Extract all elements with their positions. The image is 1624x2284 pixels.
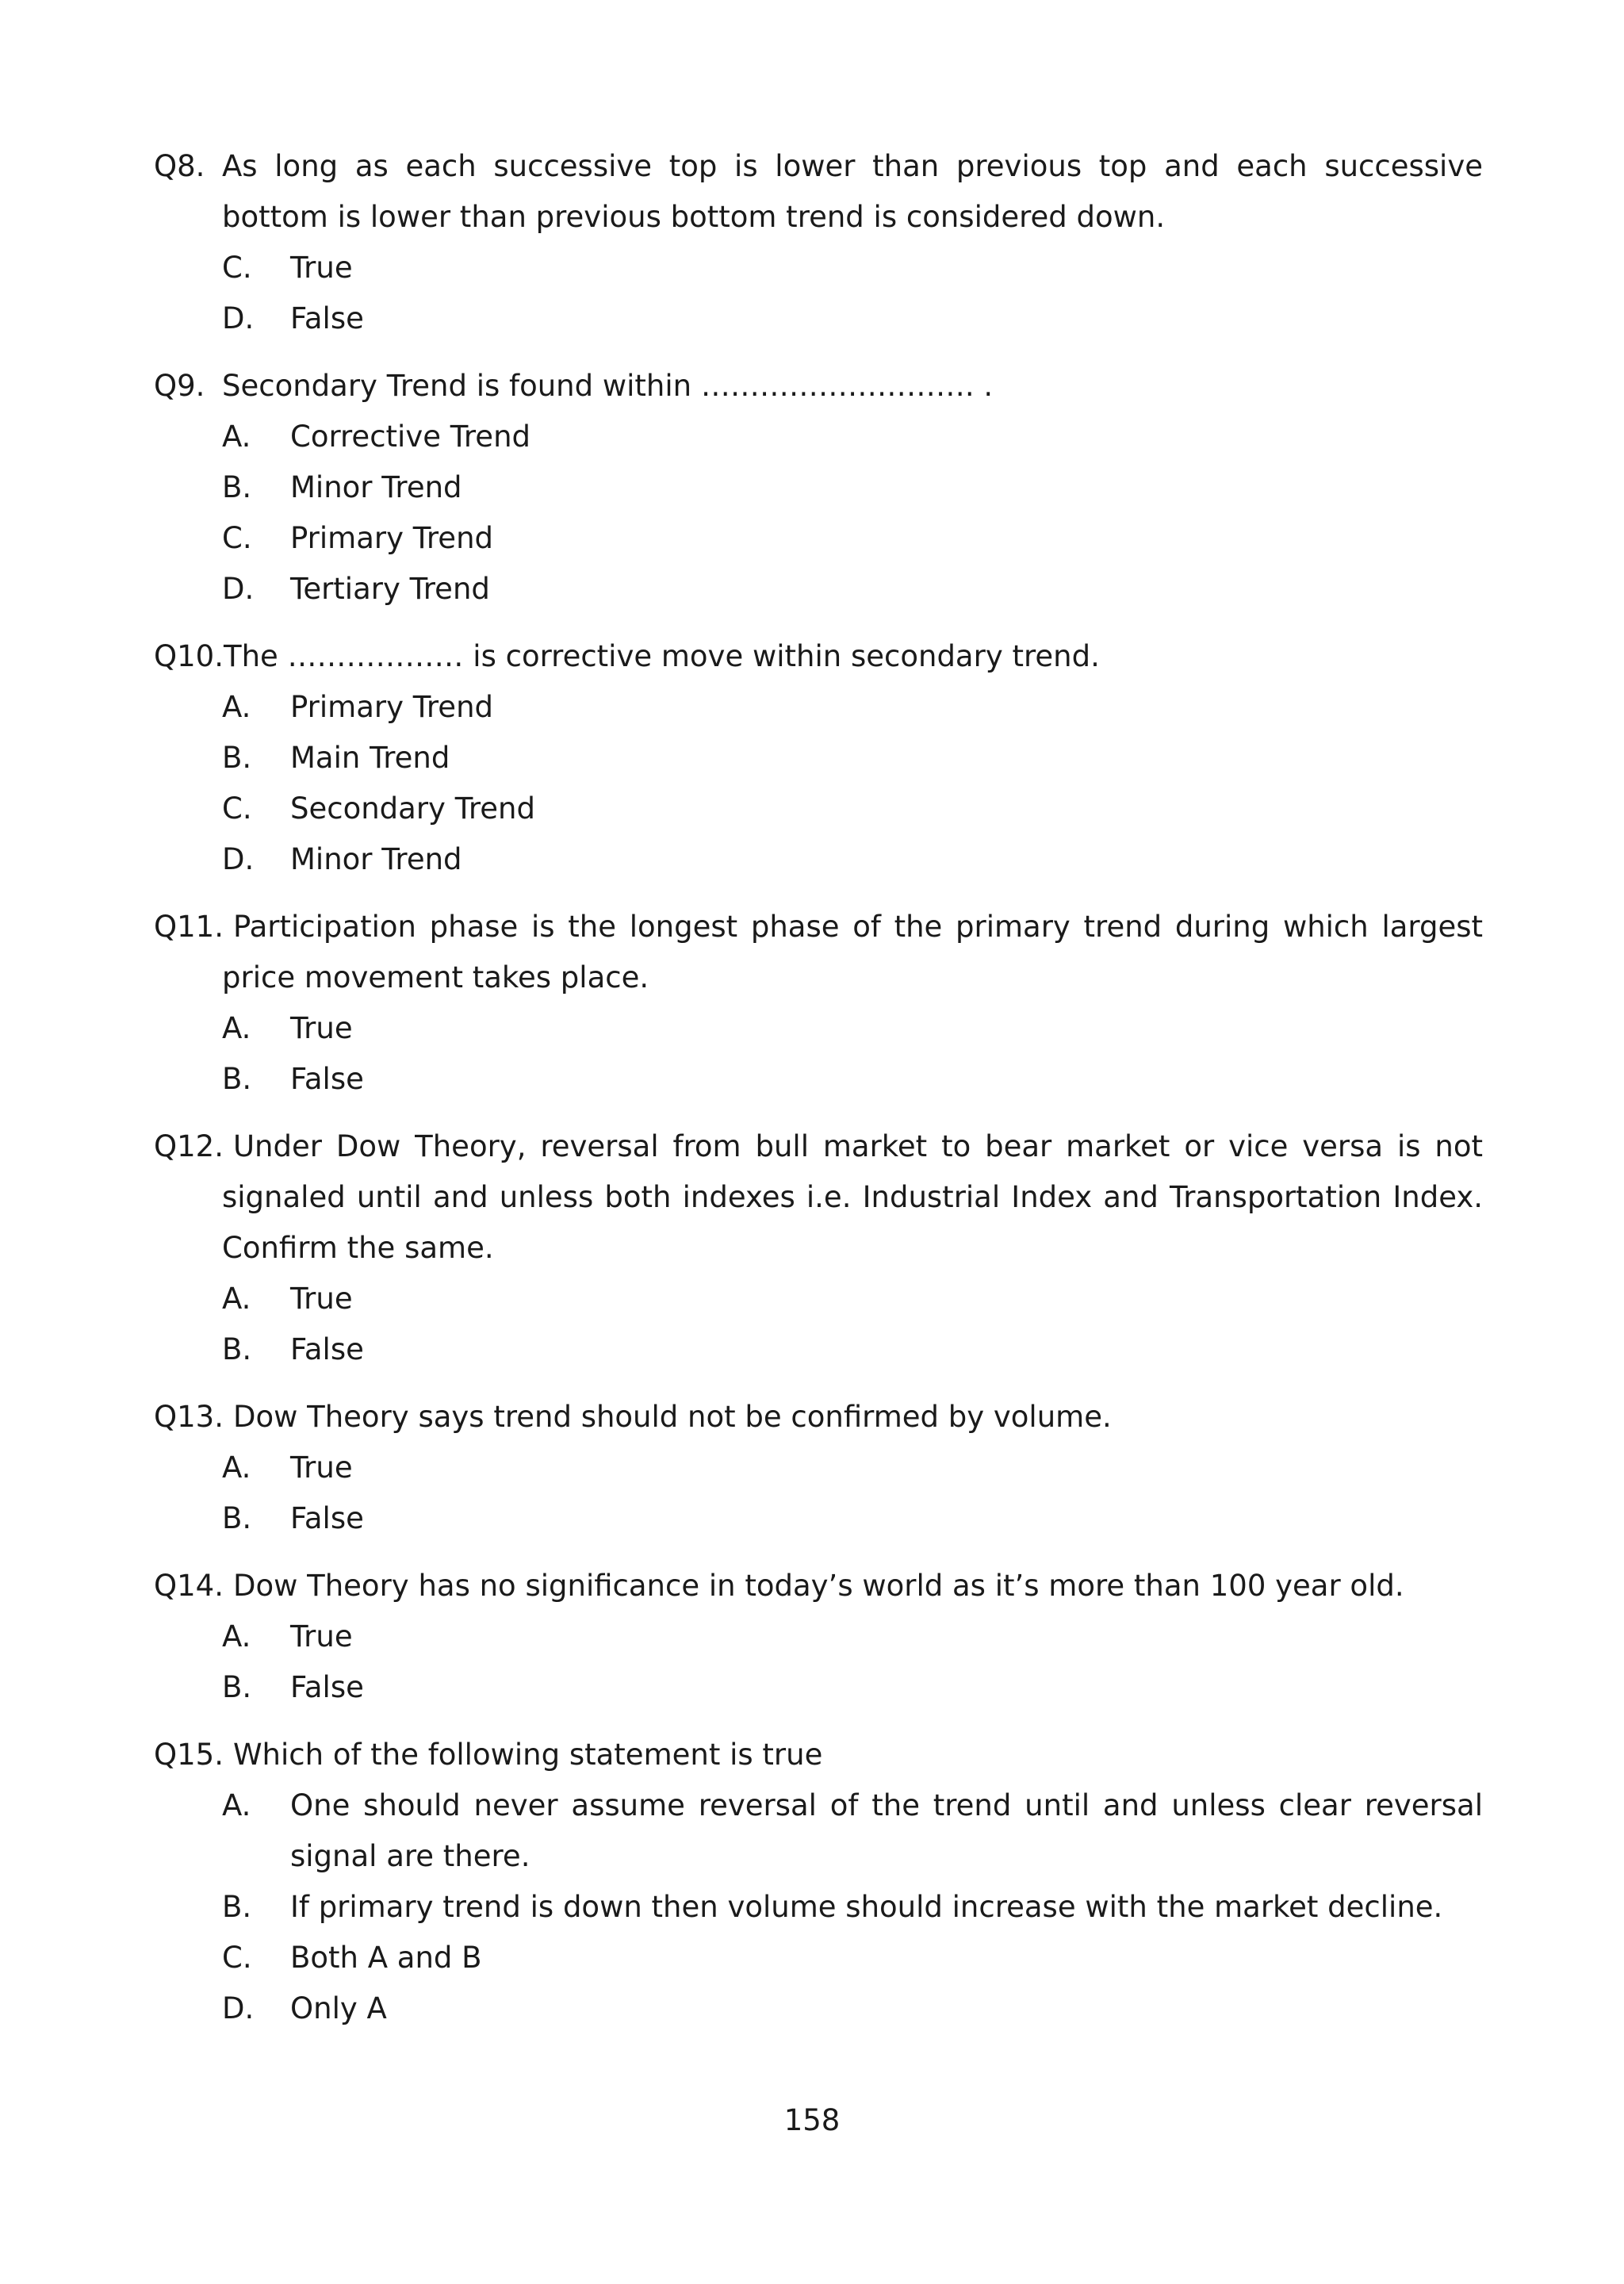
option-text: False [290, 301, 364, 335]
option-item [154, 412, 1483, 462]
option-text: True [290, 1619, 353, 1654]
option-letter: A. [222, 1619, 251, 1654]
option-text: Only A [290, 1991, 387, 2025]
option-item [154, 1003, 1483, 1054]
option-item [154, 1274, 1483, 1324]
option-item [154, 462, 1483, 513]
question-q9 [154, 361, 1483, 615]
option-text: One should never assume reversal of the trend until and unless clear reversal signal are there. [290, 1788, 1483, 1873]
question-body: Secondary Trend is found within ………………………. . [222, 369, 994, 403]
option-letter: A. [222, 1282, 251, 1316]
question-text [154, 1121, 1483, 1274]
option-text: False [290, 1332, 364, 1366]
option-item [154, 293, 1483, 344]
option-list [154, 682, 1483, 885]
question-text [154, 361, 1483, 412]
question-body: Dow Theory says trend should not be confirmed by volume. [232, 1400, 1112, 1434]
option-text: True [290, 251, 353, 285]
question-q11 [154, 902, 1483, 1105]
question-number: Q13. [154, 1400, 224, 1434]
option-item [154, 1054, 1483, 1105]
question-number: Q10. [154, 639, 224, 673]
question-text [154, 1561, 1483, 1611]
option-text: Primary Trend [290, 690, 494, 724]
option-letter: A. [222, 690, 251, 724]
option-letter: B. [222, 1332, 252, 1366]
question-number: Q8. [154, 149, 205, 183]
question-number: Q11. [154, 910, 224, 944]
question-text [154, 902, 1483, 1003]
option-item [154, 1611, 1483, 1662]
option-letter: B. [222, 1501, 252, 1535]
option-letter: B. [222, 470, 252, 504]
option-list [154, 1274, 1483, 1375]
question-body: Which of the following statement is true [232, 1738, 823, 1772]
option-item [154, 1933, 1483, 1983]
option-item [154, 1662, 1483, 1713]
option-letter: B. [222, 1062, 252, 1096]
document-page [154, 141, 1483, 2051]
question-q14 [154, 1561, 1483, 1713]
option-text: Minor Trend [290, 842, 462, 876]
option-letter: D. [222, 301, 255, 335]
option-item [154, 564, 1483, 615]
option-list [154, 1611, 1483, 1713]
option-text: True [290, 1282, 353, 1316]
option-item [154, 513, 1483, 564]
question-number: Q9. [154, 369, 205, 403]
question-number: Q12. [154, 1129, 224, 1163]
option-letter: D. [222, 1991, 255, 2025]
option-text: Both A and B [290, 1941, 482, 1975]
option-text: True [290, 1011, 353, 1045]
question-body: The ……………… is corrective move within secondary trend. [223, 639, 1100, 673]
option-text: True [290, 1450, 353, 1485]
option-letter: C. [222, 251, 252, 285]
option-list [154, 412, 1483, 615]
question-q15 [154, 1730, 1483, 2034]
question-text [154, 631, 1483, 682]
question-body: Under Dow Theory, reversal from bull market to bear market or vice versa is not signaled until and unless both indexes i.e. Industrial Index and Transportation Index. Confirm the same. [222, 1129, 1483, 1265]
option-item [154, 733, 1483, 784]
question-number: Q15. [154, 1738, 224, 1772]
question-body: Participation phase is the longest phase of the primary trend during which largest price movement takes place. [222, 910, 1483, 994]
option-text: If primary trend is down then volume should increase with the market decline. [290, 1890, 1443, 1924]
option-text: Corrective Trend [290, 420, 531, 454]
question-q13 [154, 1392, 1483, 1544]
option-letter: C. [222, 1941, 252, 1975]
question-q12 [154, 1121, 1483, 1375]
option-text: Primary Trend [290, 521, 494, 555]
option-letter: D. [222, 572, 255, 606]
option-item [154, 834, 1483, 885]
question-q10 [154, 631, 1483, 885]
option-letter: A. [222, 1011, 251, 1045]
option-letter: A. [222, 1450, 251, 1485]
option-list [154, 1443, 1483, 1544]
option-item [154, 784, 1483, 834]
option-text: False [290, 1501, 364, 1535]
option-item [154, 1780, 1483, 1882]
option-letter: B. [222, 1670, 252, 1704]
option-item [154, 243, 1483, 293]
option-item [154, 682, 1483, 733]
option-text: Secondary Trend [290, 791, 535, 826]
option-list [154, 1780, 1483, 2034]
option-list [154, 1003, 1483, 1105]
option-letter: C. [222, 791, 252, 826]
option-letter: A. [222, 420, 251, 454]
option-letter: A. [222, 1788, 251, 1822]
option-text: Minor Trend [290, 470, 462, 504]
option-text: Main Trend [290, 741, 450, 775]
question-text [154, 1730, 1483, 1780]
question-body: As long as each successive top is lower than previous top and each successive bottom is lower than previous bottom trend is considered down. [222, 149, 1483, 234]
page-number: 158 [783, 2103, 841, 2137]
option-letter: C. [222, 521, 252, 555]
question-text [154, 141, 1483, 243]
option-item [154, 1493, 1483, 1544]
option-text: False [290, 1670, 364, 1704]
question-body: Dow Theory has no significance in today’s world as it’s more than 100 year old. [232, 1569, 1404, 1603]
option-item [154, 1983, 1483, 2034]
option-item [154, 1882, 1483, 1933]
question-text [154, 1392, 1483, 1443]
question-number: Q14. [154, 1569, 224, 1603]
option-list [154, 243, 1483, 344]
question-q8 [154, 141, 1483, 344]
option-item [154, 1324, 1483, 1375]
option-text: False [290, 1062, 364, 1096]
option-letter: D. [222, 842, 255, 876]
option-item [154, 1443, 1483, 1493]
option-text: Tertiary Trend [290, 572, 490, 606]
option-letter: B. [222, 1890, 252, 1924]
option-letter: B. [222, 741, 252, 775]
